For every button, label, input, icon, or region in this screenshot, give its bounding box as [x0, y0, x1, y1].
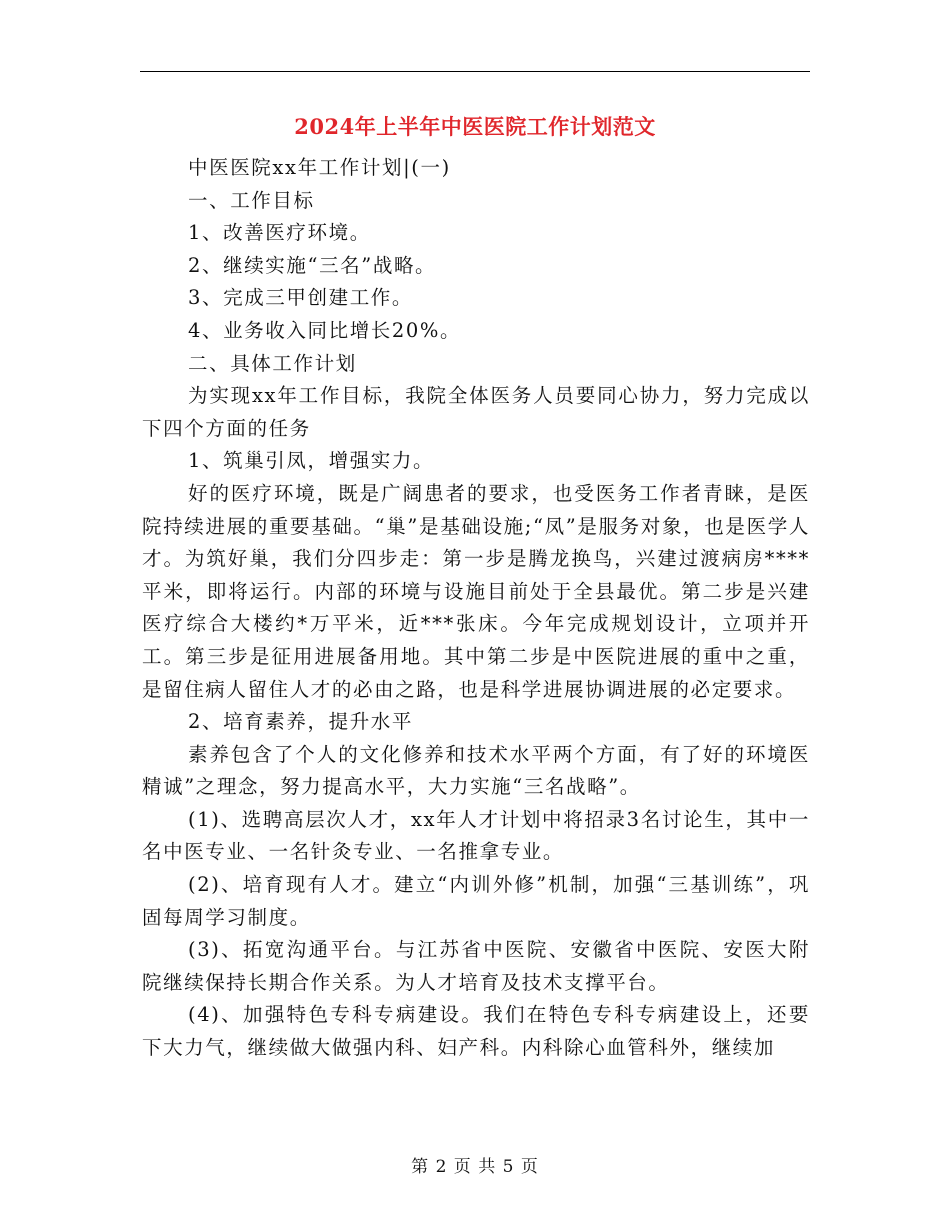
- paragraph: 素养包含了个人的文化修养和技术水平两个方面，有了好的环境医精诚”之理念，努力提高水平，大力实施“三名战略”。: [142, 742, 810, 799]
- section-heading: 一、工作目标: [188, 188, 315, 212]
- page-number-footer: 第 2 页 共 5 页: [411, 1157, 539, 1177]
- list-item: 4、业务收入同比增长20%。: [188, 318, 462, 342]
- paragraph: 好的医疗环境，既是广阔患者的要求，也受医务工作者青睐，是医院持续进展的重要基础。“巢”是基础设施;“凤”是服务对象，也是医学人才。为筑好巢，我们分四步走：第一步是腾龙换鸟，兴建过渡病房****平米，即将运行。内部的环境与设施目前处于全县最优。第二步是兴建医疗综合大楼约*万平米，近***张床。今年完成规划设计，立项并开工。第三步是征用进展备用地。其中第二步是中医院进展的重中之重，是留住病人留住人才的必由之路，也是科学进展协调进展的必定要求。: [142, 481, 810, 701]
- paragraph: (2)、培育现有人才。建立“内训外修”机制，加强“三基训练”，巩固每周学习制度。: [142, 873, 810, 929]
- list-item: 2、继续实施“三名”战略。: [188, 253, 437, 277]
- paragraph: (4)、加强特色专科专病建设。我们在特色专科专病建设上，还要下大力气，继续做大做强内科、妇产科。内科除心血管科外，继续加: [142, 1003, 810, 1060]
- header-rule: [140, 71, 810, 72]
- paragraph: (3)、拓宽沟通平台。与江苏省中医院、安徽省中医院、安医大附院继续保持长期合作关系。为人才培育及技术支撑平台。: [142, 938, 810, 994]
- paragraph: 中医医院xx年工作计划|(一): [188, 156, 451, 179]
- list-item: 1、改善医疗环境。: [188, 221, 371, 245]
- list-item: 3、完成三甲创建工作。: [188, 286, 414, 310]
- paragraph: (1)、选聘高层次人才，xx年人才计划中将招录3名讨论生，其中一名中医专业、一名针灸专业、一名推拿专业。: [142, 807, 810, 864]
- document-title: 2024年上半年中医医院工作计划范文: [294, 114, 656, 139]
- paragraph: 为实现xx年工作目标，我院全体医务人员要同心协力，努力完成以下四个方面的任务: [142, 384, 810, 440]
- section-heading: 二、具体工作计划: [188, 351, 357, 375]
- document-body: [142, 152, 810, 1065]
- subheading: 2、培育素养，提升水平: [188, 710, 414, 734]
- subheading: 1、筑巢引凤，增强实力。: [188, 449, 435, 473]
